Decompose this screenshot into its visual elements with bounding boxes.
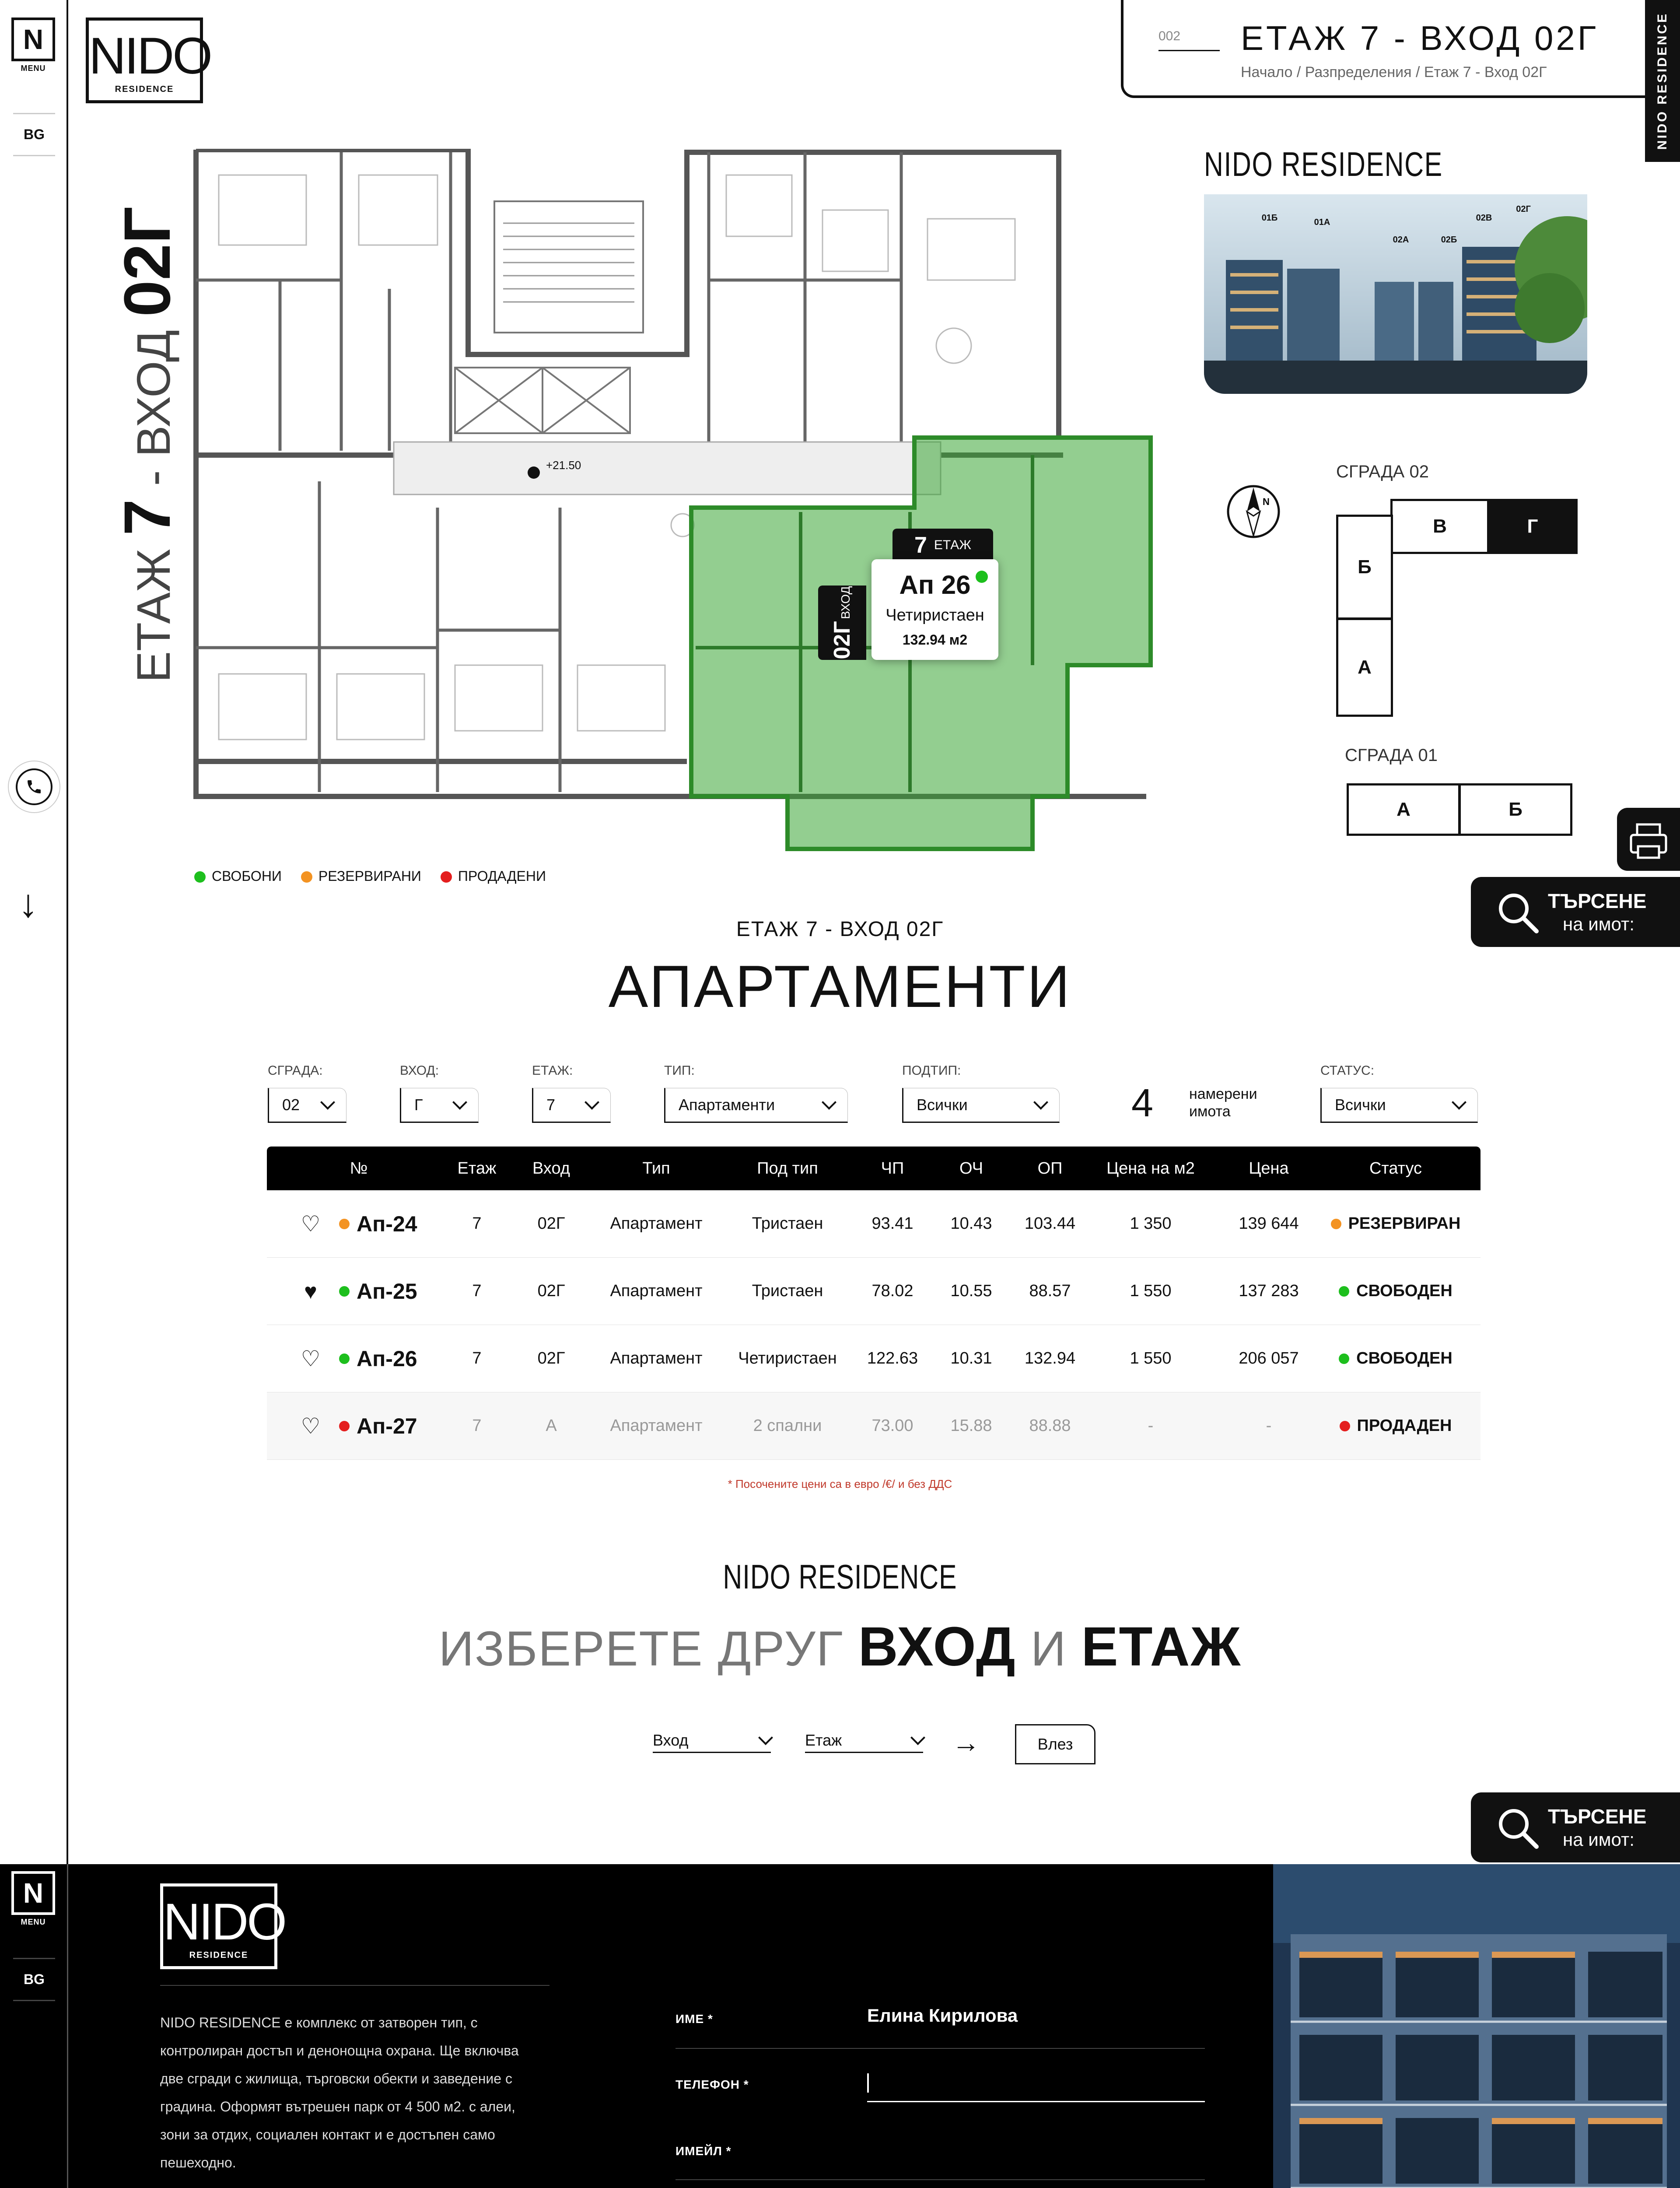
filter-label: ВХОД: — [400, 1063, 439, 1078]
favorite-heart-icon[interactable]: ♡ — [301, 1413, 321, 1438]
filter-label: ПОДТИП: — [902, 1063, 961, 1078]
cell-price-m2: - — [1148, 1417, 1154, 1435]
results-label-line1: намерени — [1189, 1086, 1257, 1102]
breadcrumb[interactable]: Начало / Разпределения / Етаж 7 - Вход 02Г — [1241, 64, 1547, 81]
cell-floor: 7 — [472, 1417, 482, 1435]
footer — [0, 1864, 1680, 2188]
filter-subtype — [902, 1063, 1060, 1123]
legend-dot — [301, 871, 312, 883]
divider — [160, 1985, 550, 1986]
logo-word: NIDO — [89, 27, 211, 85]
search-line2: на имот: — [1563, 914, 1634, 934]
chevron-down-icon — [822, 1095, 836, 1110]
cell-price: - — [1266, 1417, 1272, 1435]
filter-floor — [532, 1063, 611, 1123]
cell-op: 132.94 — [1024, 1349, 1076, 1368]
floor-picker-label: Етаж — [805, 1731, 842, 1749]
cell-subtype: Тристаен — [752, 1214, 823, 1233]
filter-label: СГРАДА: — [268, 1063, 323, 1078]
print-button[interactable] — [1617, 808, 1680, 871]
svg-text:01Б: 01Б — [1261, 213, 1278, 223]
email-field[interactable] — [867, 2135, 1205, 2166]
search-line1: ТЪРСЕНЕ — [1548, 1805, 1647, 1828]
search-property-button-2[interactable] — [1471, 1792, 1680, 1862]
svg-text:02Г: 02Г — [1516, 204, 1531, 214]
status-text: СВОБОДЕН — [1356, 1349, 1452, 1368]
residence-title: NIDO RESIDENCE — [1204, 145, 1443, 183]
cell-floor: 7 — [472, 1282, 482, 1300]
side-brand-tag — [1645, 0, 1680, 162]
building-01-entrance-b[interactable]: Б — [1459, 783, 1572, 836]
col-status[interactable]: Статус — [1369, 1159, 1422, 1178]
phone-field[interactable] — [867, 2071, 1205, 2102]
status-select[interactable] — [1320, 1088, 1478, 1123]
results-count: 4 — [1131, 1081, 1154, 1125]
cell-och: 10.43 — [950, 1214, 992, 1233]
arrow-right-icon: → — [952, 1727, 980, 1758]
cell-type: Апартамент — [610, 1349, 703, 1368]
menu-label: MENU — [21, 64, 46, 73]
status-dot — [1339, 1286, 1349, 1297]
legend-item-sold — [441, 868, 546, 884]
svg-text:N: N — [1263, 496, 1270, 507]
cell-subtype: 2 спални — [753, 1417, 822, 1435]
filter-entrance — [400, 1063, 479, 1123]
cell-chp: 122.63 — [867, 1349, 918, 1368]
col-subtype[interactable]: Под тип — [757, 1159, 818, 1178]
cell-chp: 78.02 — [872, 1282, 914, 1300]
floor-picker[interactable] — [805, 1729, 923, 1753]
table-row[interactable] — [267, 1392, 1480, 1460]
choose-bold-a: ВХОД — [858, 1616, 1016, 1677]
col-number[interactable]: № — [350, 1159, 368, 1178]
select-value: 7 — [546, 1096, 556, 1114]
status-badge — [1326, 1258, 1466, 1325]
status-badge — [1326, 1190, 1466, 1257]
floor-tag-label: ЕТАЖ — [934, 538, 971, 552]
vertical-floor-dash: - — [127, 457, 180, 499]
footer-building-image — [1273, 1864, 1680, 2188]
vertical-floor-prefix: ЕТАЖ — [127, 548, 180, 683]
side-brand-text: NIDO RESIDENCE — [1655, 12, 1670, 150]
apartment-label: Ап-26 — [357, 1346, 417, 1371]
email-label: ИМЕЙЛ * — [676, 2144, 732, 2158]
cell-price-m2: 1 550 — [1130, 1349, 1172, 1368]
page-title: ЕТАЖ 7 - ВХОД 02Г — [1241, 19, 1599, 57]
status-dot — [1339, 1353, 1349, 1364]
col-chp[interactable]: ЧП — [881, 1159, 904, 1178]
cell-chp: 73.00 — [872, 1417, 914, 1435]
footer-rail — [0, 1864, 68, 2188]
choose-bold-b: ЕТАЖ — [1081, 1616, 1242, 1677]
cell-type: Апартамент — [610, 1282, 703, 1300]
printer-icon — [1617, 808, 1680, 871]
entrance-picker-label: Вход — [653, 1731, 689, 1749]
status-badge — [1326, 1392, 1466, 1459]
title-number-line — [1158, 50, 1220, 51]
legend-item-free — [194, 868, 282, 884]
legend-item-reserved — [301, 868, 421, 884]
cell-op: 103.44 — [1024, 1214, 1076, 1233]
footer-logo[interactable] — [160, 1883, 285, 1969]
table-row[interactable] — [267, 1258, 1480, 1325]
chevron-down-icon — [910, 1730, 925, 1745]
choose-residence-title — [0, 1557, 1680, 1597]
cell-chp: 93.41 — [872, 1214, 914, 1233]
status-text: СВОБОДЕН — [1356, 1282, 1452, 1300]
vertical-entrance-value: 02Г — [110, 206, 184, 317]
phone-icon — [16, 768, 52, 805]
status-dot — [339, 1286, 350, 1297]
select-value: Всички — [1335, 1096, 1386, 1114]
chevron-down-icon — [584, 1095, 599, 1110]
floor-tag-number: 7 — [914, 533, 927, 558]
logo-word: NIDO — [163, 1893, 285, 1951]
entrance-select[interactable] — [400, 1088, 479, 1123]
col-floor[interactable]: Етаж — [457, 1159, 497, 1178]
vertical-floor-number: 7 — [110, 499, 184, 536]
cell-och: 10.55 — [950, 1282, 992, 1300]
status-dot — [1331, 1219, 1341, 1229]
filter-label: ЕТАЖ: — [532, 1063, 573, 1078]
choose-residence-title-text: NIDO RESIDENCE — [723, 1557, 957, 1596]
status-text: РЕЗЕРВИРАН — [1348, 1214, 1461, 1233]
cell-och: 15.88 — [950, 1417, 992, 1435]
entrance-tag-label: ВХОД — [839, 586, 852, 619]
svg-text:02Б: 02Б — [1441, 235, 1457, 245]
col-op[interactable]: ОП — [1037, 1159, 1063, 1178]
select-value: Всички — [917, 1096, 968, 1114]
floor-plan — [192, 149, 1155, 853]
building-01-entrance-a[interactable]: А — [1347, 783, 1460, 836]
building-02-entrance-g[interactable]: Г — [1488, 499, 1578, 554]
legend-label: СВОБОНИ — [212, 868, 282, 884]
popup-apartment: Ап 26 — [899, 570, 971, 600]
menu-button[interactable] — [11, 18, 55, 74]
choose-line-a: ИЗБЕРЕТЕ ДРУГ — [438, 1621, 844, 1676]
menu-logo-icon: N — [11, 1871, 55, 1915]
col-price-m2[interactable]: Цена на м2 — [1106, 1159, 1195, 1178]
building-select[interactable] — [268, 1088, 346, 1123]
cell-och: 10.31 — [950, 1349, 992, 1368]
type-select[interactable] — [664, 1088, 848, 1123]
name-label: ИМЕ * — [676, 2012, 713, 2026]
floor-select[interactable] — [532, 1088, 611, 1123]
chevron-down-icon — [452, 1095, 467, 1110]
cell-floor: 7 — [472, 1214, 482, 1233]
svg-text:01А: 01А — [1314, 217, 1330, 227]
status-dot — [339, 1421, 350, 1431]
cell-price-m2: 1 350 — [1130, 1214, 1172, 1233]
vertical-entrance-prefix: ВХОД — [127, 330, 180, 457]
apartment-label: Ап-24 — [357, 1211, 417, 1236]
apartment-number[interactable] — [339, 1258, 444, 1325]
enter-button[interactable]: Влез — [1015, 1724, 1096, 1764]
apartment-label: Ап-27 — [357, 1413, 417, 1438]
apartment-number[interactable] — [339, 1325, 444, 1392]
favorite-heart-icon[interactable]: ♡ — [301, 1211, 321, 1236]
legend-label: РЕЗЕРВИРАНИ — [318, 868, 421, 884]
favorite-heart-icon[interactable]: ♥ — [304, 1279, 317, 1304]
favorite-heart-icon[interactable]: ♡ — [301, 1346, 321, 1371]
cell-subtype: Тристаен — [752, 1282, 823, 1300]
search-line1: ТЪРСЕНЕ — [1548, 890, 1647, 912]
logo-sub: RESIDENCE — [189, 1950, 248, 1960]
chevron-down-icon — [1452, 1095, 1466, 1110]
search-icon — [1495, 1806, 1541, 1851]
cell-op: 88.57 — [1029, 1282, 1071, 1300]
choose-heading — [0, 1615, 1680, 1678]
entrance-tag — [818, 586, 866, 660]
choose-and: И — [1030, 1621, 1067, 1676]
entrance-picker[interactable] — [653, 1729, 771, 1753]
scroll-down-icon[interactable]: ↓ — [18, 882, 38, 926]
building-01-label: СГРАДА 01 — [1345, 746, 1438, 765]
cell-price: 139 644 — [1239, 1214, 1299, 1233]
field-line — [676, 2048, 1205, 2049]
popup-area: 132.94 м2 — [902, 632, 968, 648]
building-02-label: СГРАДА 02 — [1336, 462, 1429, 481]
select-value: Г — [414, 1096, 423, 1114]
footer-menu-button[interactable] — [11, 1871, 55, 1927]
legend-label: ПРОДАДЕНИ — [458, 868, 546, 884]
results-label-line2: имота — [1189, 1103, 1231, 1120]
search-line2: на имот: — [1563, 1829, 1634, 1850]
name-field[interactable]: Елина Кирилова — [867, 2005, 1018, 2026]
menu-label: MENU — [21, 1918, 46, 1926]
compass-icon — [1221, 479, 1286, 544]
table-row[interactable] — [267, 1325, 1480, 1392]
text-cursor — [867, 2073, 869, 2093]
language-switch[interactable]: BG — [13, 113, 55, 156]
table-header — [267, 1147, 1480, 1190]
section-title: АПАРТАМЕНТИ — [608, 953, 1072, 1020]
cell-entrance: 02Г — [537, 1282, 565, 1300]
building-02-entrance-v[interactable]: В — [1390, 499, 1489, 554]
svg-text:02В: 02В — [1476, 213, 1492, 223]
field-line — [676, 2179, 1205, 2180]
section-subtitle: ЕТАЖ 7 - ВХОД 02Г — [736, 918, 944, 941]
building-02-entrance-a[interactable]: А — [1336, 618, 1393, 717]
svg-text:02А: 02А — [1393, 235, 1409, 245]
chevron-down-icon — [1033, 1095, 1048, 1110]
status-dot — [339, 1353, 350, 1364]
filter-label: ТИП: — [664, 1063, 695, 1078]
select-value: 02 — [282, 1096, 300, 1114]
popup-type: Четиристаен — [886, 606, 984, 624]
results-label — [1189, 1085, 1257, 1120]
cell-type: Апартамент — [610, 1417, 703, 1435]
col-och[interactable]: ОЧ — [959, 1159, 984, 1178]
subtype-select[interactable] — [902, 1088, 1060, 1123]
col-price[interactable]: Цена — [1249, 1159, 1289, 1178]
status-legend — [194, 868, 546, 884]
cell-entrance: 02Г — [537, 1349, 565, 1368]
chevron-down-icon — [320, 1095, 335, 1110]
cell-price: 206 057 — [1239, 1349, 1299, 1368]
cell-price: 137 283 — [1239, 1282, 1299, 1300]
cell-entrance: А — [546, 1417, 557, 1435]
cell-subtype: Четиристаен — [738, 1349, 837, 1368]
status-dot — [1340, 1421, 1350, 1431]
table-row[interactable] — [267, 1190, 1480, 1258]
phone-label: ТЕЛЕФОН * — [676, 2078, 749, 2091]
apartment-label: Ап-25 — [357, 1279, 417, 1304]
status-text: ПРОДАДЕН — [1357, 1417, 1452, 1435]
col-type[interactable]: Тип — [642, 1159, 670, 1178]
site-logo[interactable] — [86, 18, 211, 103]
footer-about: NIDO RESIDENCE е комплекс от затворен тип, с контролиран достъп и денонощна охрана. Ще включва две сгради с жилища, търговски обекти и заведение с градина. Оформят вътрешен парк от 4 500 м2. с алеи, зони за отдих, социален контакт и е достъпен само пешеходно. — [160, 2015, 519, 2170]
elevation-label: +21.50 — [546, 459, 581, 472]
col-entrance[interactable]: Вход — [532, 1159, 570, 1178]
page-title-block — [1121, 0, 1646, 98]
cell-price-m2: 1 550 — [1130, 1282, 1172, 1300]
filter-type — [664, 1063, 848, 1123]
entrance-tag-value: 02Г — [830, 621, 855, 659]
cell-op: 88.88 — [1029, 1417, 1071, 1435]
cell-entrance: 02Г — [537, 1214, 565, 1233]
menu-logo-icon: N — [11, 18, 55, 61]
filter-status — [1320, 1063, 1478, 1123]
title-number: 002 — [1158, 29, 1181, 43]
vertical-floor-title — [109, 207, 185, 683]
select-value: Апартаменти — [679, 1096, 775, 1114]
chevron-down-icon — [758, 1730, 773, 1745]
popup-status-dot — [976, 571, 988, 583]
apartment-number[interactable] — [339, 1190, 444, 1257]
status-dot — [339, 1219, 350, 1229]
price-note: * Посочените цени са в евро /€/ и без ДДС — [728, 1477, 952, 1490]
apartment-number[interactable] — [339, 1392, 444, 1459]
filter-building — [268, 1063, 346, 1123]
status-badge — [1326, 1325, 1466, 1392]
legend-dot — [441, 871, 452, 883]
cell-type: Апартамент — [610, 1214, 703, 1233]
floor-tag — [892, 529, 993, 562]
cell-floor: 7 — [472, 1349, 482, 1368]
entrance-tag-text — [829, 586, 855, 659]
building-02-entrance-b[interactable]: Б — [1336, 515, 1393, 620]
residence-image[interactable] — [1204, 194, 1587, 394]
filter-label: СТАТУС: — [1320, 1063, 1375, 1078]
footer-language-switch[interactable]: BG — [13, 1958, 55, 2001]
logo-sub: RESIDENCE — [115, 84, 174, 94]
phone-button[interactable] — [8, 761, 60, 813]
legend-dot — [194, 871, 206, 883]
apartment-popup[interactable] — [872, 559, 998, 660]
